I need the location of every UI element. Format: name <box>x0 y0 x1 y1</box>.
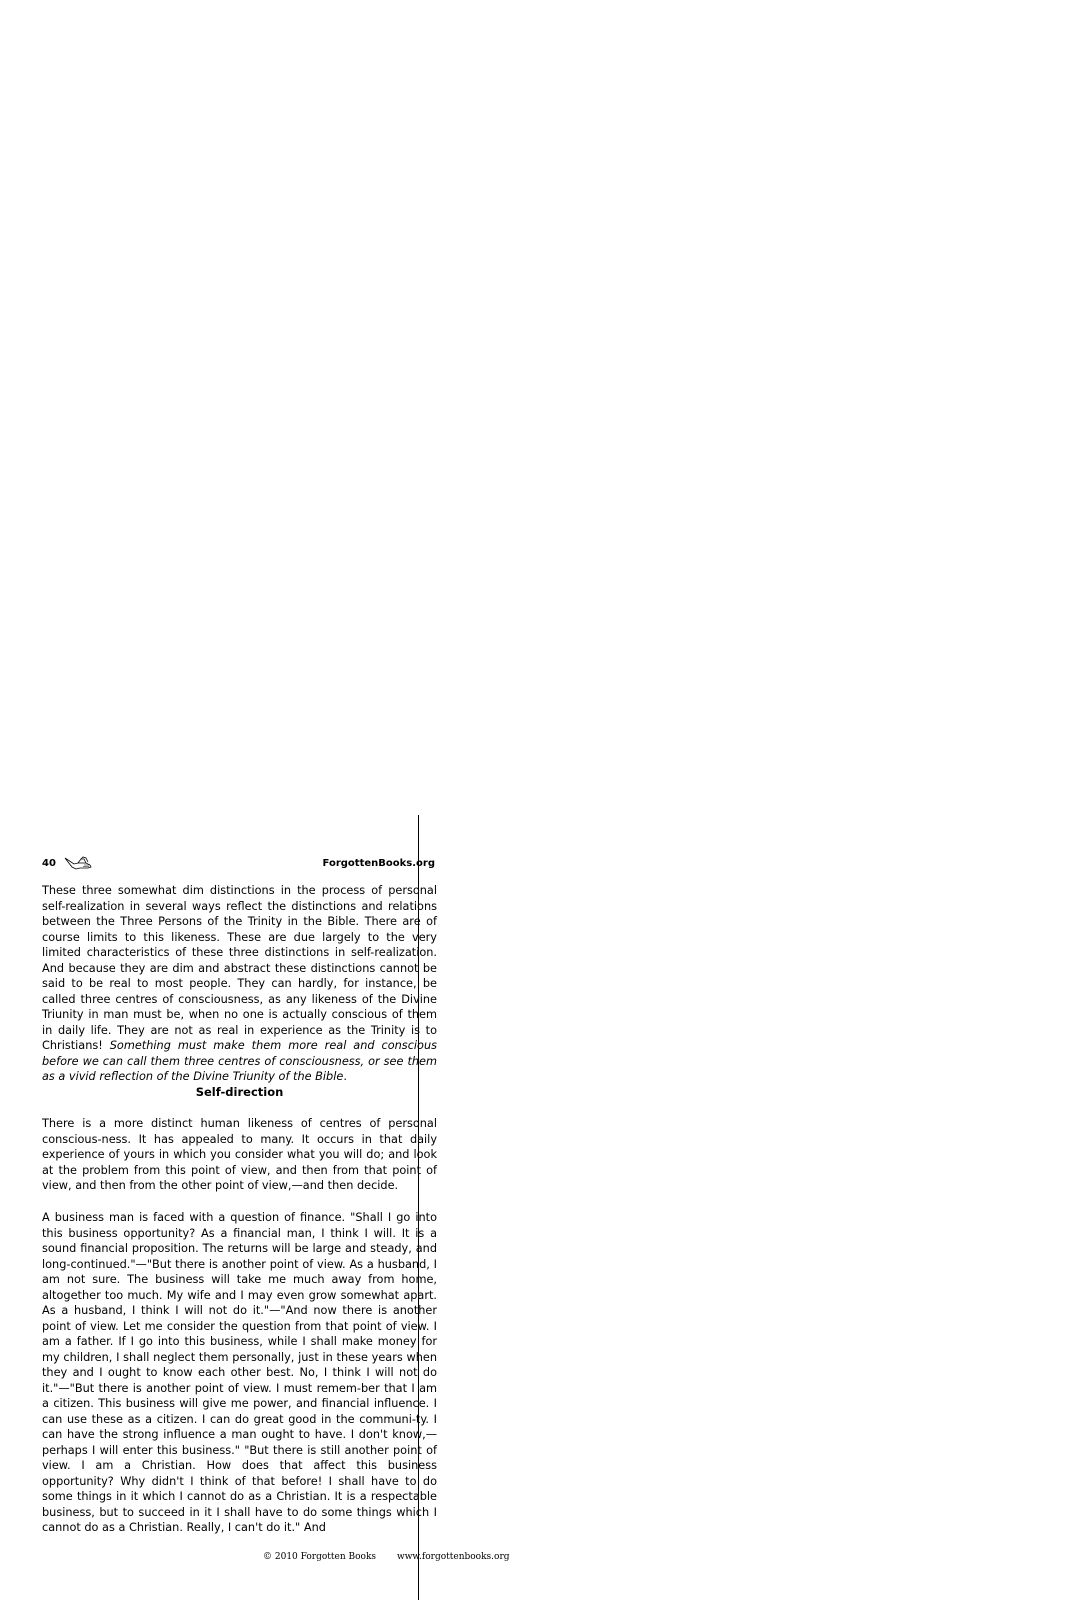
body-paragraph-3: A business man is faced with a question of finance. "Shall I go into this business opportunity? As a financial man, I think I will. It is a sound financial proposition. The returns will be large and steady, and long-continued."—"But there is another point of view. As a husband, I am not sure. The business will take me much away from home, altogether too much. My wife and I may even grow somewhat apart. As a husband, I think I will not do it."—"And now there is another point of view. Let me consider the question from that point of view. I am a father. If I go into this business, while I shall make money for my children, I shall neglect them personally, just in these years when they and I ought to know each other best. No, I think I will not do it."—"But there is another point of view. I must remem-ber that I am a citizen. This business will give me power, and financial influence. I can use these as a citizen. I can do great good in the communi-ty. I can have the strong influence a man ought to have. I don't know,—perhaps I will enter this business." "But there is still another point of view. I am a Christian. How does that affect this business opportunity? Why didn't I think of that before! I shall have to do some things in it which I cannot do as a Christian. It is a respectable business, but to succeed in it I shall have to do some things which I cannot do as a Christian. Really, I can't do it." And <box>42 1211 437 1534</box>
footer-copyright: © 2010 Forgotten Books <box>263 1552 377 1562</box>
body-paragraph-2: There is a more distinct human likeness of centres of personal conscious-ness. It has appealed to many. It occurs in that daily experience of yours in which you consider what you will do; and look at the problem from this point of view, and then from that point of view, and then from the other point of view,—and then decide. <box>42 1117 437 1192</box>
header-site-name: ForgottenBooks.org <box>322 858 435 869</box>
page-number: 40 <box>42 858 56 869</box>
page-header <box>42 858 437 872</box>
section-heading: Self-direction <box>195 1085 284 1099</box>
paragraph-1-italic-text: Something must make them more real and conscious before we can call them three centres of consciousness, or see them as a vivid reflection of the Divine Triunity of the Bible <box>42 1039 438 1083</box>
pointing-hand-icon <box>64 855 94 871</box>
paragraph-1-end: . <box>343 1070 347 1083</box>
paragraph-1-text: These three somewhat dim distinctions in the process of personal self-realization in several ways reflect the distinctions and relations between the Three Persons of the Trinity in the Bible. There are of course limits to this likeness. These are due largely to the very limited characteristics of these three distinctions in self-realization. And because they are dim and abstract these distinctions cannot be said to be real to most people. They can hardly, for instance, be called three centres of consciousness, as any likeness of the Divine Triunity in man must be, when no one is actually conscious of them in daily life. They are not as real in experience as the Trinity is to Christians! <box>42 884 437 1052</box>
body-paragraph-1 <box>42 883 437 1085</box>
footer-url: www.forgottenbooks.org <box>397 1552 510 1562</box>
